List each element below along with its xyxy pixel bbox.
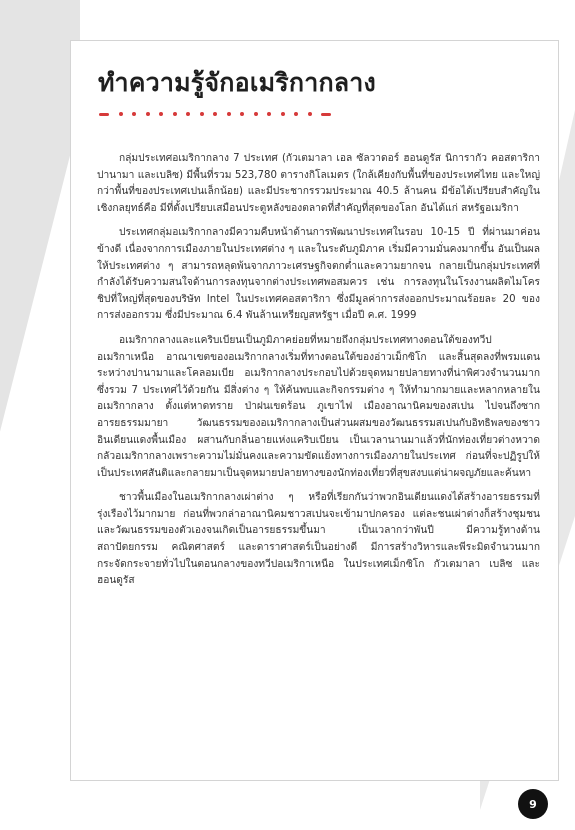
paragraph-3: อเมริกากลางและแคริบเบียนเป็นภูมิภาคย่อยที่หมายถึงกลุ่มประเทศทางตอนใต้ของทวีปอเมริกาเหนือ อาณาเขตของอเมริกากลางเริ่มที่ทางตอนใต้ของอ่าวเม็กซิโก และสิ้นสุดลงที่พรมแดนระหว่างปานามาและโคลอมเบีย อเมริกากลางประกอบไปด้วยจุดหมายปลายทางที่น่าพิศวงจำนวนมาก ซึ่งรวม 7 ประเทศไว้ด้วยกัน มีสิ่งต่าง ๆ ให้ค้นพบและกิจกรรมต่าง ๆ ให้ทำมากมายและหลากหลายในอเมริกากลาง ตั้งแต่หาดทราย ป่าฝนเขตร้อน ภูเขาไฟ เมืองอาณานิคมของสเปน ไปจนถึงซากอารยธรรมมายา วัฒนธรรมของอเมริกากลางเป็นส่วนผสมของวัฒนธรรมสเปนกับอิทธิพลของชาวอินเดียนแดงพื้นเมือง ผสานกับกลิ่นอายแห่งแคริบเบียน เป็นเวลานานมาแล้วที่นักท่องเที่ยวต่างหวาดกลัวอเมริกากลางเพราะความไม่มั่นคงและความขัดแย้งทางการเมืองภายในประเทศ ก่อนที่จะปฏิรูปให้เป็นประเทศสันติและกลายมาเป็นจุดหมายปลายทางของนักท่องเที่ยวที่สุขสงบแต่น่าผจญภัยและค้นหา	[97, 334, 540, 479]
page-number-badge: 9	[518, 789, 548, 819]
paragraph-2: ประเทศกลุ่มอเมริกากลางมีความคืบหน้าด้านการพัฒนาประเทศในรอบ 10-15 ปี ที่ผ่านมาค่อนข้างดี เนื่องจากการเมืองภายในประเทศต่าง ๆ และในระดับภูมิภาค เริ่มมีความมั่นคงมากขึ้น อันเป็นผลให้ประเทศต่าง ๆ สามารถหลุดพ้นจากภาวะเศรษฐกิจตกต่ำและความยากจน กลายเป็นกลุ่มประเทศที่กำลังได้รับความสนใจด้านการลงทุนจากต่างประเทศพอสมควร เช่น การลงทุนในโรงงานผลิตไมโครชิปที่ใหญ่ที่สุดของบริษัท Intel ในประเทศคอสตาริกา ซึ่งมีมูลค่าการส่งออกประมาณร้อยละ 20 ของการส่งออกรวม ซึ่งมีประมาณ 6.4 พันล้านเหรียญสหรัฐฯ เมื่อปี ค.ศ. 1999	[97, 227, 540, 322]
title-underline-dots	[99, 111, 331, 117]
document-page	[70, 40, 559, 781]
page-title: ทำความรู้จักอเมริกากลาง	[98, 68, 376, 97]
paragraph-4: ชาวพื้นเมืองในอเมริกากลางเผ่าต่าง ๆ หรือที่เรียกกันว่าพวกอินเดียนแดงได้สร้างอารยธรรมที่รุ่งเรืองไว้มากมาย ก่อนที่พวกล่าอาณานิคมชาวสเปนจะเข้ามาปกครอง แต่ละชนเผ่าต่างก็สร้างชุมชนและวัฒนธรรมของตัวเองจนเกิดเป็นอารยธรรมขึ้นมา เป็นเวลากว่าพันปี มีความรู้ทางด้านสถาปัตยกรรม คณิตศาสตร์ และดาราศาสตร์เป็นอย่างดี มีการสร้างวิหารและพีระมิดจำนวนมาก กระจัดกระจายทั่วไปในตอนกลางของทวีปอเมริกาเหนือ ในประเทศเม็กซิโก กัวเตมาลา เบลิซ และฮอนดูรัส	[97, 492, 540, 587]
paragraph-1: กลุ่มประเทศอเมริกากลาง 7 ประเทศ (กัวเตมาลา เอล ซัลวาดอร์ ฮอนดูรัส นิการากัว คอสตาริกา ปานามา และเบลิซ) มีพื้นที่รวม 523,780 ตารางกิโลเมตร (ใกล้เคียงกับพื้นที่ของประเทศไทย และใหญ่กว่าพื้นที่ของประเทศเปนเล็กน้อย) และมีประชากรรวมประมาณ 40.5 ล้านคน มีข้อได้เปรียบสำคัญในเชิงกลยุทธ์คือ มีที่ตั้งเปรียบเสมือนประตูหลังของตลาดที่สำคัญที่สุดของโลก อันได้แก่ สหรัฐอเมริกา	[97, 153, 540, 214]
background-shape-left	[0, 0, 80, 830]
body-text	[97, 151, 540, 598]
